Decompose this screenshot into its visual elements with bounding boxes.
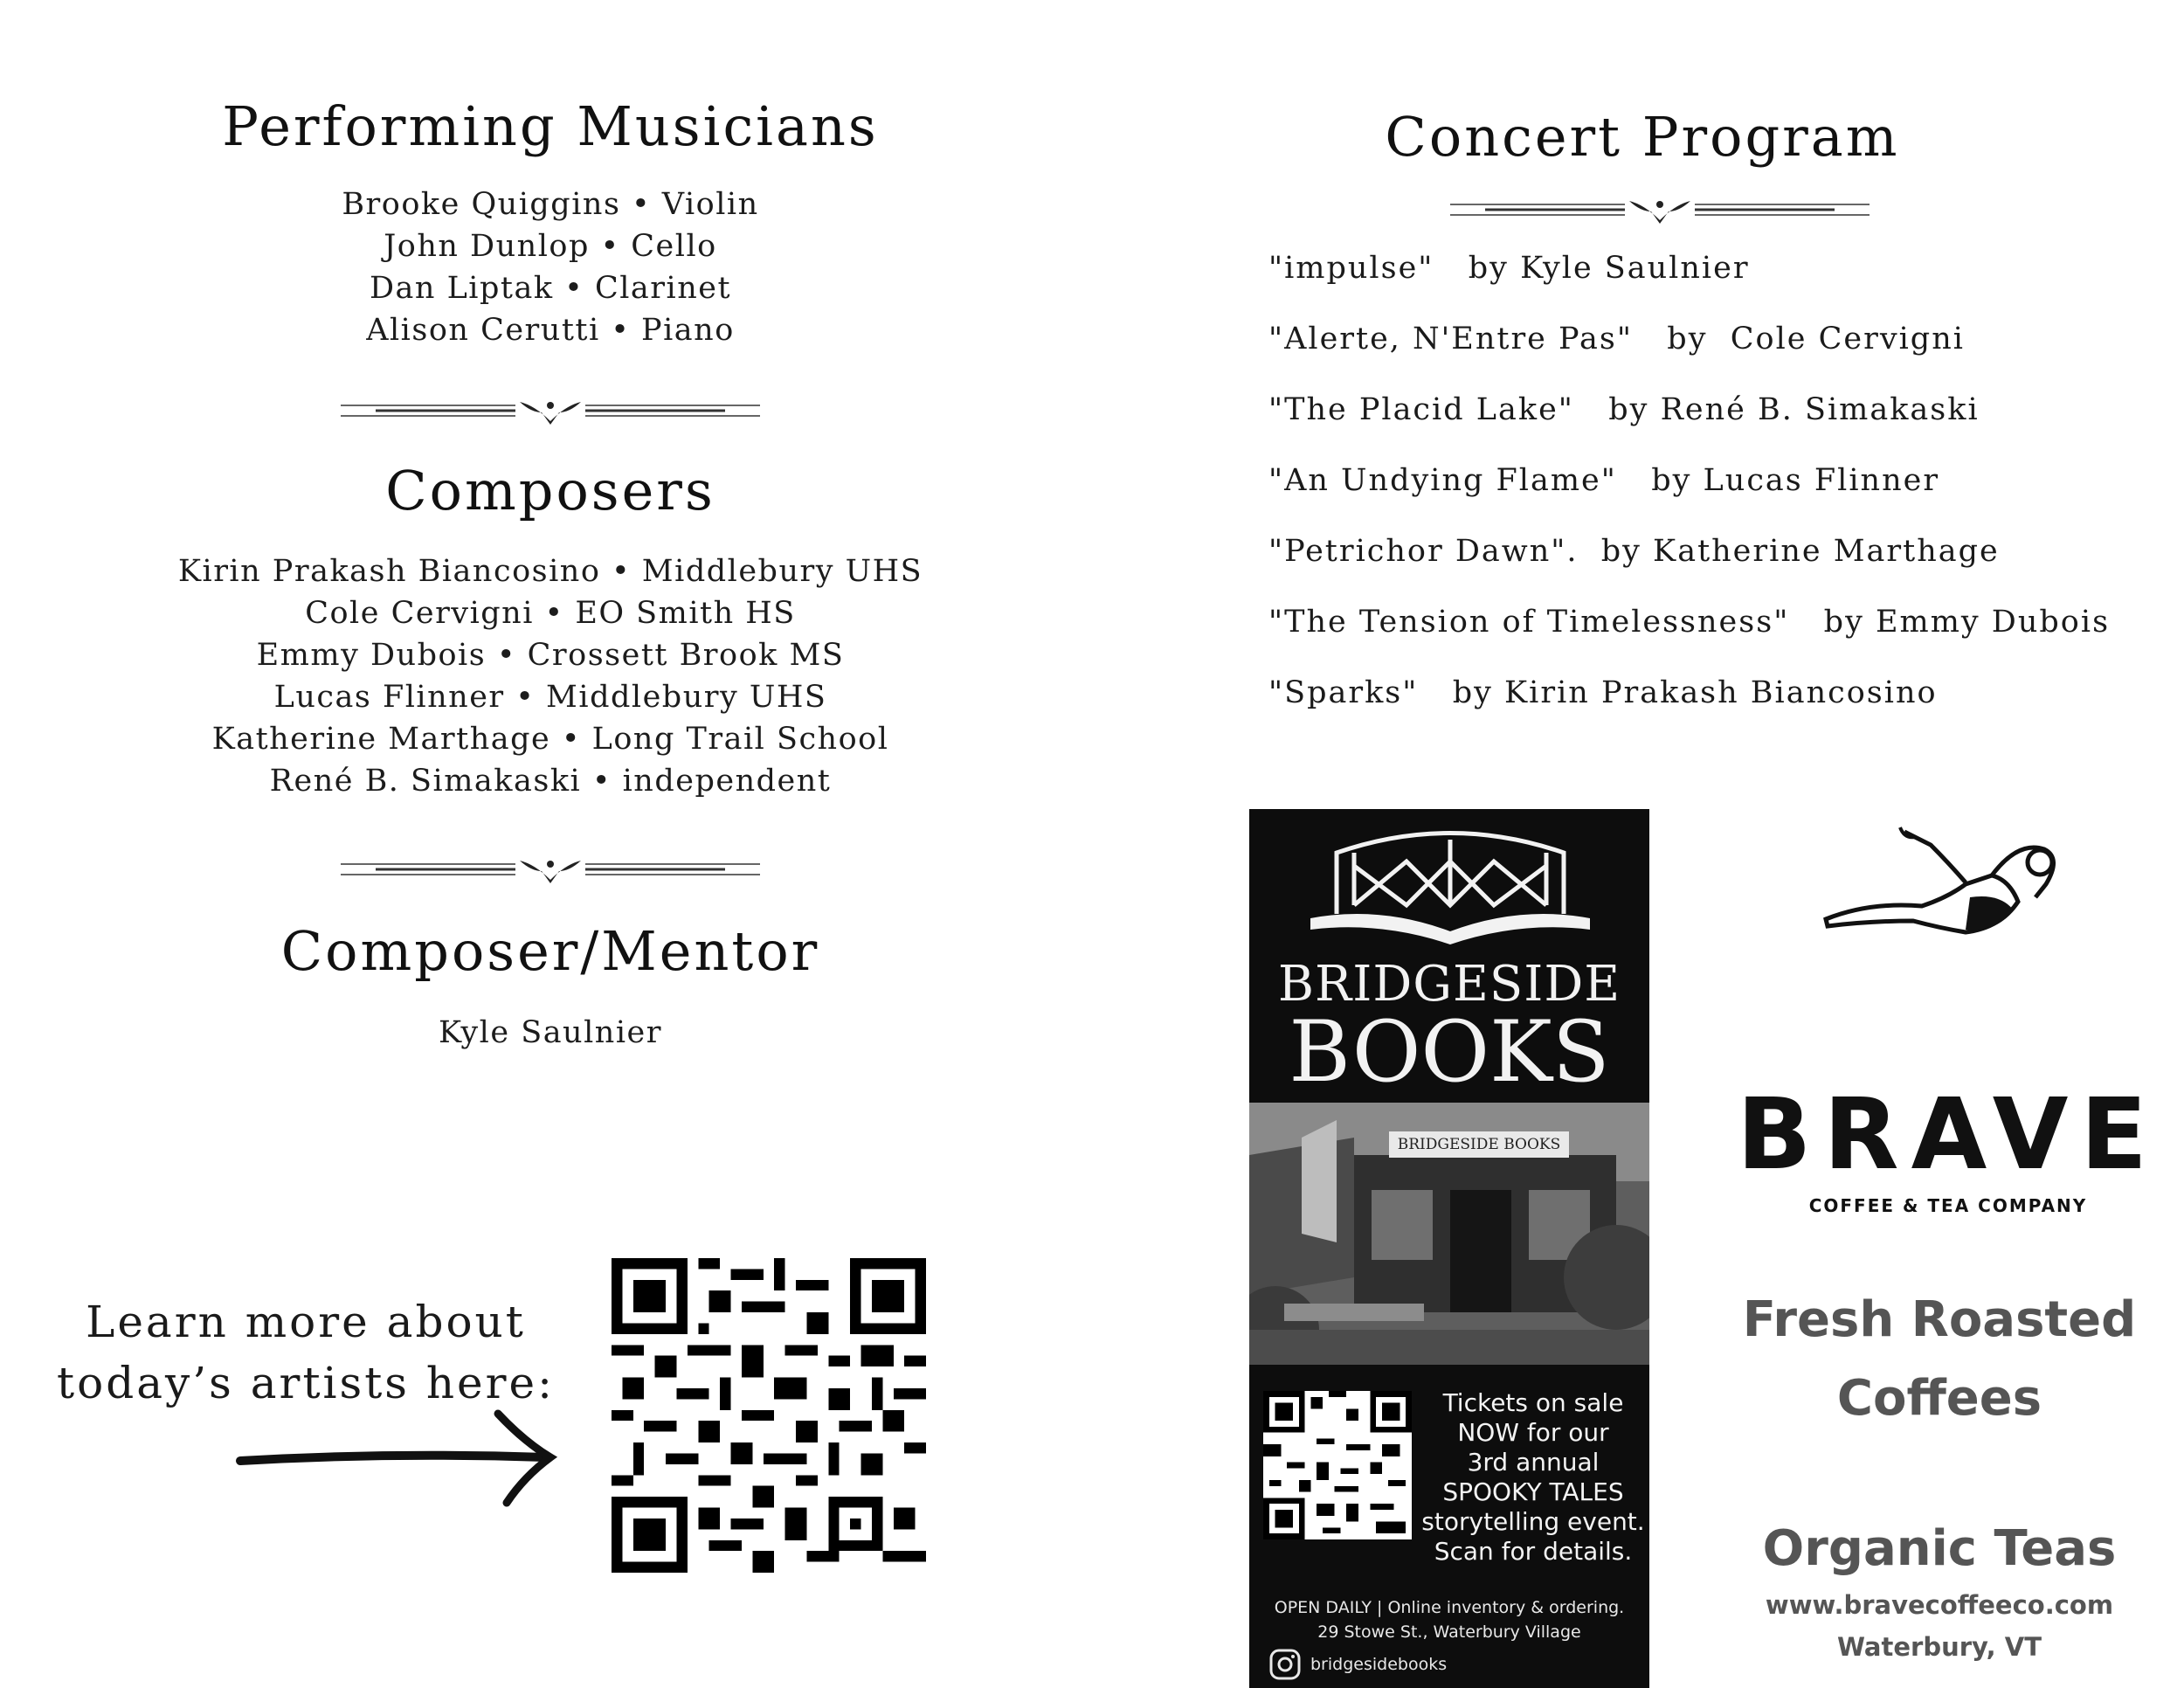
diver-logo-icon <box>1817 823 2079 984</box>
program-item: "impulse" by Kyle Saulnier <box>1268 251 1750 286</box>
qr-code-icon[interactable] <box>612 1258 926 1576</box>
storefront-sign: BRIDGESIDE BOOKS <box>1389 1131 1569 1158</box>
tickets-line: SPOOKY TALES <box>1442 1477 1624 1506</box>
address-line: 29 Stowe St., Waterbury Village <box>1317 1622 1581 1642</box>
composer-item: Emmy Dubois • Crossett Brook MS <box>256 638 845 673</box>
instagram-icon <box>1268 1648 1302 1681</box>
learn-more-line: Learn more about <box>86 1297 526 1347</box>
instagram-handle[interactable] <box>1268 1648 1447 1681</box>
composers-list <box>0 550 1101 802</box>
divider-flourish <box>1450 192 1870 227</box>
tickets-line: Tickets on sale <box>1442 1388 1624 1417</box>
brave-organic-teas: Organic Teas <box>1762 1520 2117 1577</box>
tickets-line: storytelling event. <box>1421 1507 1645 1536</box>
tickets-line: 3rd annual <box>1467 1448 1600 1477</box>
divider-flourish <box>341 393 760 428</box>
composer-item: Lucas Flinner • Middlebury UHS <box>273 680 827 715</box>
fresh-line: Coffees <box>1836 1370 2042 1427</box>
composers-heading: Composers <box>385 459 715 522</box>
fresh-line: Fresh Roasted <box>1742 1291 2137 1348</box>
bridgeside-name: BRIDGESIDE <box>1277 956 1621 1013</box>
program-item: "The Tension of Timelessness" by Emmy Dubois <box>1268 605 2111 640</box>
musician-item: Dan Liptak • Clarinet <box>369 271 732 306</box>
program-heading: Concert Program <box>1385 105 1900 169</box>
qr-code-icon[interactable] <box>1263 1391 1412 1543</box>
brave-location: Waterbury, VT <box>1836 1632 2042 1662</box>
brave-brand-name: BRAVE <box>1737 1078 2160 1192</box>
mentor-heading: Composer/Mentor <box>280 919 820 983</box>
storefront-photo <box>1249 1103 1649 1365</box>
hours-line: OPEN DAILY | Online inventory & ordering. <box>1274 1598 1625 1617</box>
brave-subtitle: COFFEE & TEA COMPANY <box>1808 1195 2088 1216</box>
bridge-book-logo-icon <box>1302 818 1599 961</box>
program-item: "Petrichor Dawn". by Katherine Marthage <box>1268 534 2000 569</box>
learn-more-line: today’s artists here: <box>57 1358 555 1408</box>
tickets-line: Scan for details. <box>1434 1537 1633 1566</box>
bridgeside-name: BOOKS <box>1289 1003 1610 1101</box>
composer-item: Kirin Prakash Biancosino • Middlebury UHS <box>177 554 923 589</box>
program-list <box>1268 246 2110 742</box>
brave-website-link[interactable]: www.bravecoffeeco.com <box>1765 1590 2114 1620</box>
composer-item: René B. Simakaski • independent <box>269 764 832 799</box>
program-item: "The Placid Lake" by René B. Simakaski <box>1268 392 1980 427</box>
musician-item: Brooke Quiggins • Violin <box>342 187 759 222</box>
bridgeside-books-ad <box>1249 809 1649 1688</box>
musicians-list <box>0 183 1101 351</box>
instagram-label: bridgesidebooks <box>1310 1655 1448 1674</box>
program-item: "An Undying Flame" by Lucas Flinner <box>1268 463 1940 498</box>
musician-item: Alison Cerutti • Piano <box>366 313 735 348</box>
program-item: "Alerte, N'Entre Pas" by Cole Cervigni <box>1268 322 1965 356</box>
composer-item: Cole Cervigni • EO Smith HS <box>305 596 796 631</box>
tickets-line: NOW for our <box>1457 1418 1609 1447</box>
musician-item: John Dunlop • Cello <box>384 229 717 264</box>
mentor-name: Kyle Saulnier <box>439 1015 662 1050</box>
tickets-text <box>1419 1388 1648 1567</box>
divider-flourish <box>341 852 760 887</box>
composer-item: Katherine Marthage • Long Trail School <box>211 722 889 757</box>
store-hours <box>1249 1595 1649 1644</box>
musicians-heading: Performing Musicians <box>222 94 879 158</box>
arrow-right-icon <box>236 1407 559 1515</box>
brave-fresh-roasted <box>1721 1281 2158 1438</box>
program-item: "Sparks" by Kirin Prakash Biancosino <box>1268 675 1938 710</box>
learn-more-text <box>52 1291 559 1414</box>
